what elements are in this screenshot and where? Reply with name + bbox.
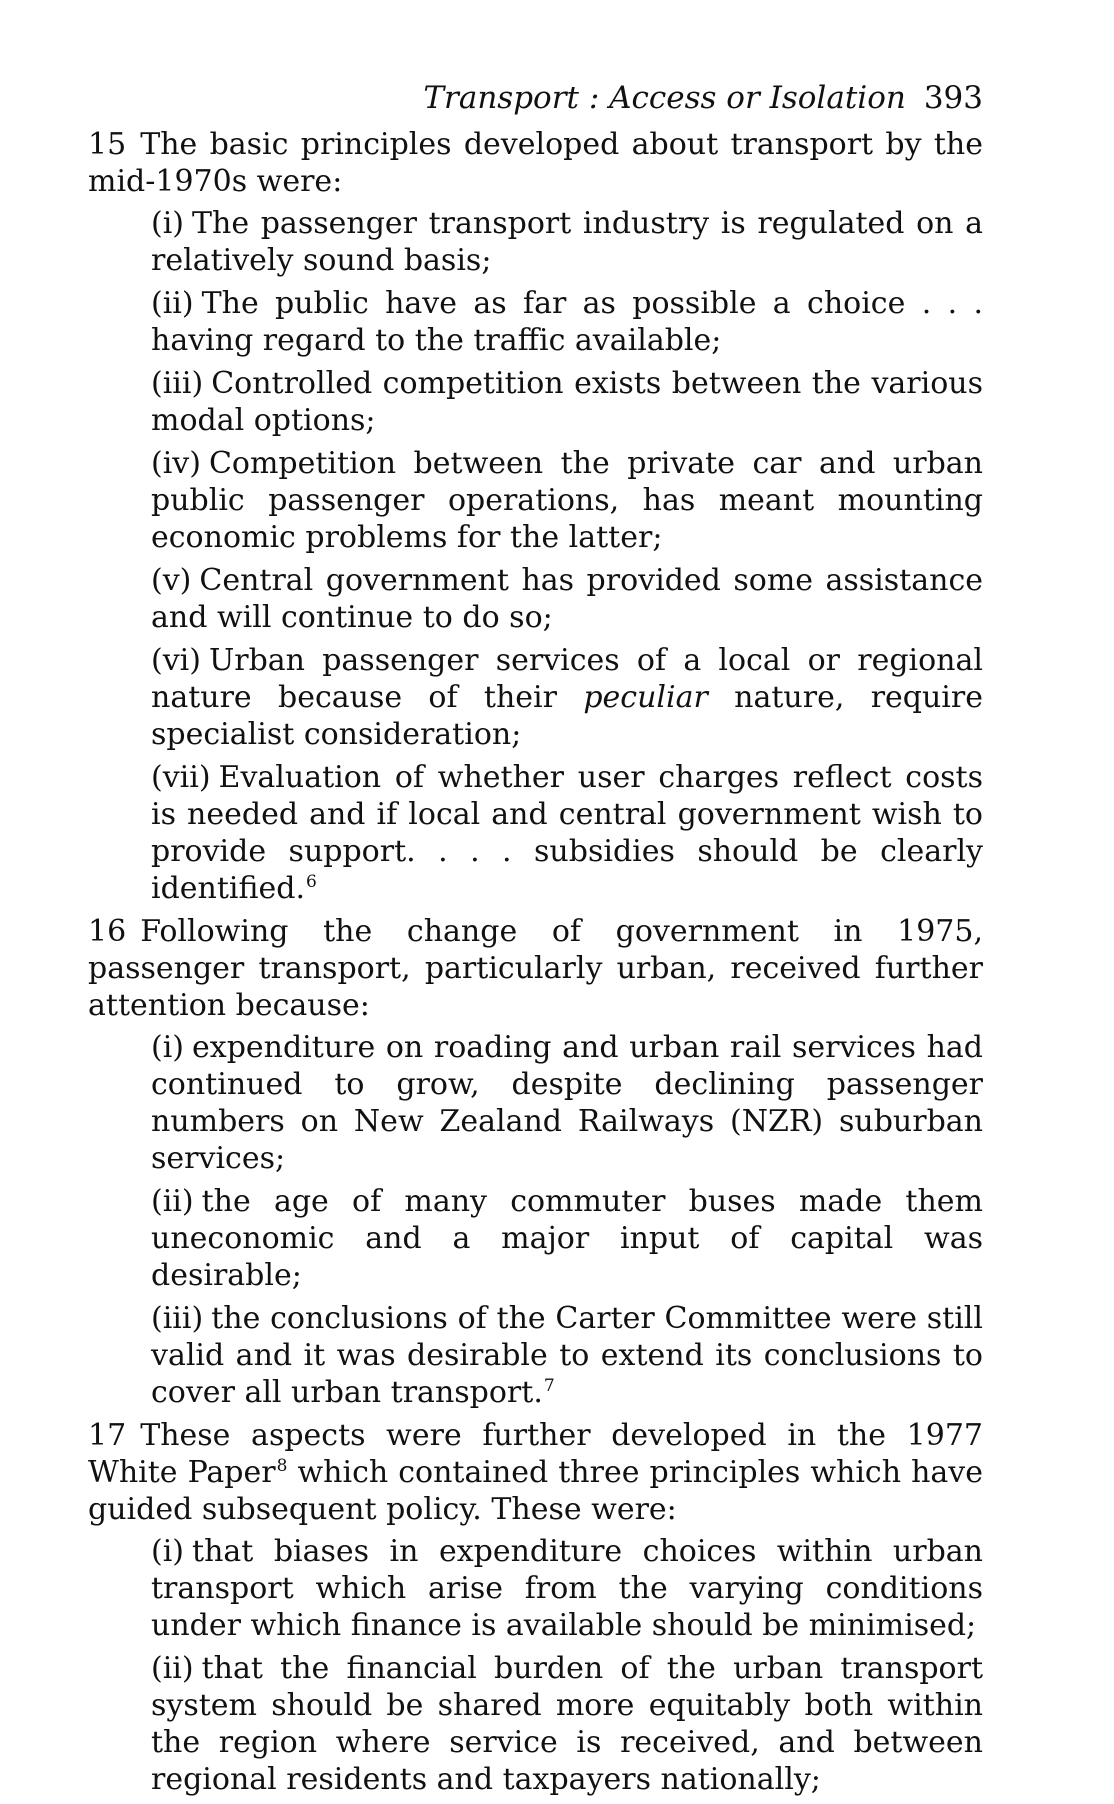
item-text: Controlled competition exists between the various modal options; — [151, 366, 983, 438]
paragraph-15-list — [151, 205, 983, 907]
list-item — [151, 1650, 983, 1798]
item-label: (iii) — [151, 366, 204, 401]
document-page — [88, 78, 983, 1804]
item-text: The passenger transport industry is regulated on a relatively sound basis; — [151, 206, 983, 278]
running-head-title: Transport : Access or Isolation — [423, 80, 906, 116]
list-item — [151, 759, 983, 907]
paragraph-text-before: These aspects were further developed in the 1977 White Paper — [88, 1418, 983, 1490]
item-label: (iv) — [151, 446, 201, 481]
list-item — [151, 1029, 983, 1177]
item-label: (vi) — [151, 643, 201, 678]
item-text: that the financial burden of the urban transport system should be shared more equitably both within the region where service is received, and between regional residents and taxpayers nationally; — [151, 1651, 983, 1797]
paragraph-number: 17 — [88, 1418, 127, 1453]
list-item — [151, 1533, 983, 1644]
item-label: (iii) — [151, 1301, 204, 1336]
item-text: Central government has provided some assistance and will continue to do so; — [151, 563, 983, 635]
item-label: (ii) — [151, 1184, 194, 1219]
item-text-italic: peculiar — [583, 680, 708, 715]
item-label: (ii) — [151, 286, 194, 321]
footnote-marker[interactable]: 8 — [276, 1456, 288, 1476]
item-label: (ii) — [151, 1651, 194, 1686]
running-head — [88, 78, 983, 118]
item-text: that biases in expenditure choices within urban transport which arise from the varying conditions under which finance is available should be minimised; — [151, 1534, 983, 1643]
item-text-before: Urban passenger services of a local or regional nature because of their — [151, 643, 983, 715]
list-item — [151, 445, 983, 556]
item-text: Competition between the private car and urban public passenger operations, has meant mounting economic problems for the latter; — [151, 446, 983, 555]
list-item — [151, 365, 983, 439]
paragraph-text: Following the change of government in 1975, passenger transport, particularly urban, received further attention because: — [88, 914, 983, 1023]
paragraph-number: 15 — [88, 127, 127, 162]
item-label: (i) — [151, 1534, 185, 1569]
footnote-marker[interactable]: 6 — [306, 872, 317, 892]
paragraph-text: The basic principles developed about transport by the mid-1970s were: — [88, 127, 983, 199]
paragraph-17-list — [151, 1533, 983, 1798]
list-item — [151, 1183, 983, 1294]
item-text: Evaluation of whether user charges reflect costs is needed and if local and central government wish to provide support. . . . subsidies should be clearly identified. — [151, 760, 983, 906]
item-label: (v) — [151, 563, 192, 598]
list-item — [151, 642, 983, 753]
item-label: (i) — [151, 206, 185, 241]
item-label: (i) — [151, 1030, 185, 1065]
item-text: The public have as far as possible a choice . . . having regard to the traffic available; — [151, 286, 983, 358]
paragraph-number: 16 — [88, 914, 127, 949]
paragraph-15 — [88, 126, 983, 200]
item-label: (vii) — [151, 760, 211, 795]
item-text: the conclusions of the Carter Committee were still valid and it was desirable to extend its conclusions to cover all urban transport. — [151, 1301, 983, 1410]
paragraph-text-after: which contained three principles which have guided subsequent policy. These were: — [88, 1455, 983, 1527]
list-item — [151, 562, 983, 636]
item-text: the age of many commuter buses made them uneconomic and a major input of capital was desirable; — [151, 1184, 983, 1293]
list-item — [151, 205, 983, 279]
item-text-after: nature, require specialist consideration; — [151, 680, 984, 752]
page-number: 393 — [923, 80, 983, 116]
list-item — [151, 285, 983, 359]
footnote-marker[interactable]: 7 — [543, 1376, 555, 1396]
list-item — [151, 1300, 983, 1411]
item-text: expenditure on roading and urban rail services had continued to grow, despite declining passenger numbers on New Zealand Railways (NZR) suburban services; — [151, 1030, 983, 1176]
paragraph-16-list — [151, 1029, 983, 1411]
paragraph-17 — [88, 1417, 983, 1528]
paragraph-16 — [88, 913, 983, 1024]
